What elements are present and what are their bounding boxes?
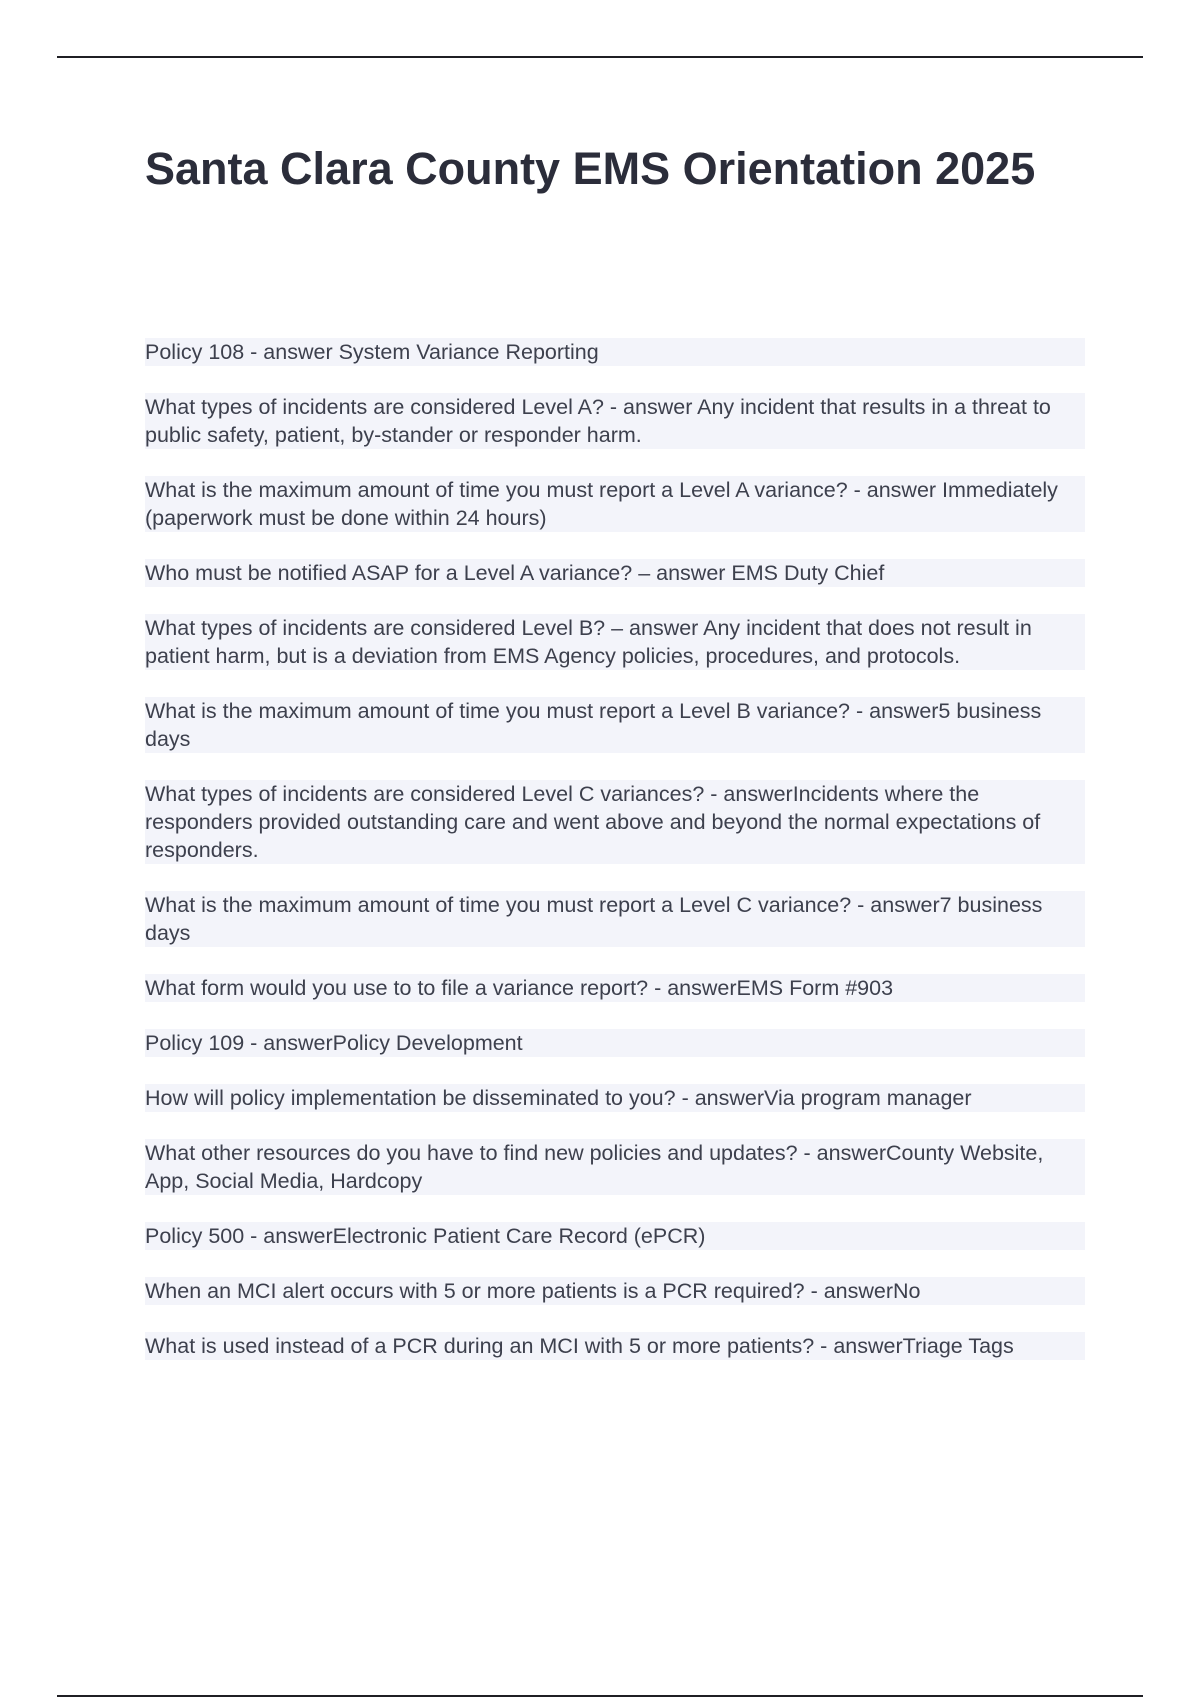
page-title: Santa Clara County EMS Orientation 2025 [145, 143, 1036, 194]
qa-list [145, 338, 1085, 1387]
qa-item: Policy 109 - answerPolicy Development [145, 1029, 1085, 1057]
qa-item: What types of incidents are considered Level C variances? - answerIncidents where the responders provided outstanding care and went above and beyond the normal expectations of responders. [145, 780, 1085, 864]
qa-item: What is used instead of a PCR during an MCI with 5 or more patients? - answerTriage Tags [145, 1332, 1085, 1360]
qa-item: What types of incidents are considered Level A? - answer Any incident that results in a threat to public safety, patient, by-stander or responder harm. [145, 393, 1085, 449]
qa-item: What other resources do you have to find new policies and updates? - answerCounty Website, App, Social Media, Hardcopy [145, 1139, 1085, 1195]
bottom-rule [57, 1695, 1143, 1697]
qa-item: What is the maximum amount of time you must report a Level A variance? - answer Immediately (paperwork must be done within 24 hours) [145, 476, 1085, 532]
qa-item: How will policy implementation be disseminated to you? - answerVia program manager [145, 1084, 1085, 1112]
qa-item: Policy 108 - answer System Variance Reporting [145, 338, 1085, 366]
top-rule [57, 56, 1143, 58]
qa-item: What types of incidents are considered Level B? – answer Any incident that does not result in patient harm, but is a deviation from EMS Agency policies, procedures, and protocols. [145, 614, 1085, 670]
qa-item: What is the maximum amount of time you must report a Level C variance? - answer7 business days [145, 891, 1085, 947]
qa-item: Who must be notified ASAP for a Level A variance? – answer EMS Duty Chief [145, 559, 1085, 587]
qa-item: What is the maximum amount of time you must report a Level B variance? - answer5 business days [145, 697, 1085, 753]
qa-item: Policy 500 - answerElectronic Patient Care Record (ePCR) [145, 1222, 1085, 1250]
qa-item: When an MCI alert occurs with 5 or more patients is a PCR required? - answerNo [145, 1277, 1085, 1305]
qa-item: What form would you use to to file a variance report? - answerEMS Form #903 [145, 974, 1085, 1002]
